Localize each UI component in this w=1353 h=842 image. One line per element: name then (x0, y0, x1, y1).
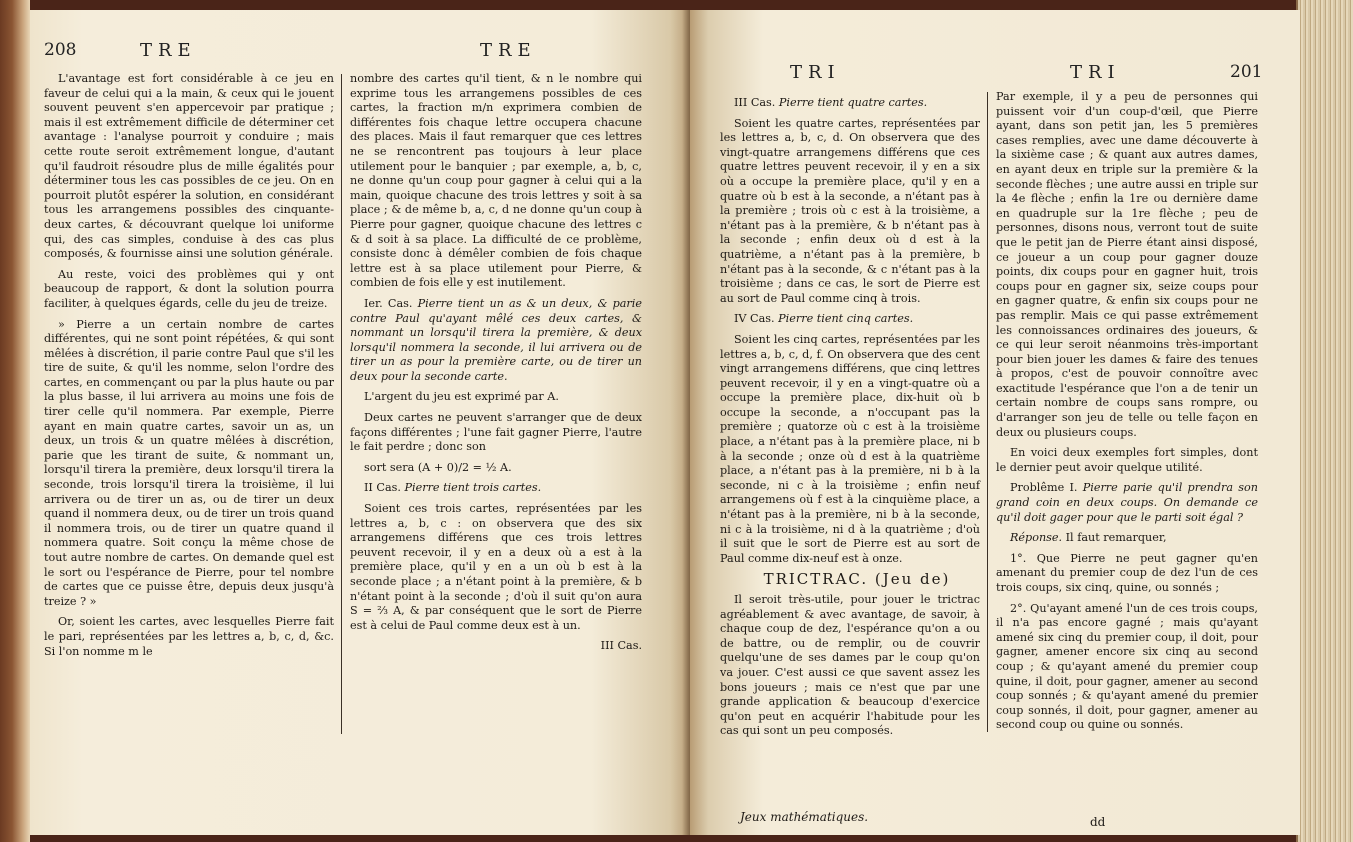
case-heading (350, 481, 642, 496)
case-heading (350, 297, 642, 385)
left-page (30, 10, 690, 835)
formula: sort sera (A + 0)/2 = ½ A. (364, 460, 512, 474)
left-column-1 (44, 72, 334, 665)
right-page (690, 10, 1300, 835)
answer-label: Réponse. (1010, 531, 1063, 545)
catchword: III Cas. (600, 639, 642, 653)
paragraph: Soient les cinq cartes, représentées par les lettres a, b, c, d, f. On observera que des cent vingt arrangemens différens, que cinq lettres peuvent recevoir, il y en a vingt-quatre où a occupe la première place, dix-huit où b occupe la seconde, a n'occupant pas la première ; quatorze où c est à la troisième place, a n'étant pas à la première place, ni b à la seconde ; onze où d est à la quatrième place, a n'étant pas à la première, ni b à la seconde, ni c à la troisième ; enfin neuf arrangemens où f est à la cinquième place, a n'étant pas à la première, ni b à la seconde, ni c à la troisième, ni d à la quatrième ; d'où il suit que le sort de Pierre est au sort de Paul comme dix-neuf est à onze. (720, 332, 980, 565)
column-rule (341, 74, 342, 734)
answer-text: Il faut remarquer, (1065, 531, 1167, 545)
signature-mark: dd (1090, 815, 1106, 829)
running-header: TRE (480, 40, 537, 61)
problem-text: Pierre parie qu'il prendra son grand coin en deux coups. On demande ce qu'il doit gager pour que le parti soit égal ? (996, 481, 1258, 524)
paragraph: Soient les quatre cartes, représentées par les lettres a, b, c, d. On observera que des vingt-quatre arrangemens différens que ces quatre lettres peuvent recevoir, il y en a six où a occupe la première place, qu'il y en a quatre où b est à la seconde, a n'étant pas à la première ; trois où c est à la troisième, a n'étant pas à la première, & b n'étant pas à la seconde ; enfin deux où d est à la quatrième, a n'étant pas à la première, b n'étant pas à la seconde, & c n'étant pas à la troisième ; dans ce cas, le sort de Pierre est au sort de Paul comme cinq à trois. (720, 116, 980, 305)
paragraph: 2°. Qu'ayant amené l'un de ces trois coups, il n'a pas encore gagné ; mais qu'ayant amené six cinq du premier coup, il doit, pour gagner, amener encore six cinq au second coup ; & qu'ayant amené du premier coup quine, il doit, pour gagner, amener au second coup sonnés ; & qu'ayant amené du premier coup sonnés, il doit, pour gagner, amener au second coup ou quine ou sonnés. (996, 601, 1258, 732)
case-heading (720, 312, 980, 327)
paragraph: 1°. Que Pierre ne peut gagner qu'en amenant du premier coup de dez l'un de ces trois coups, six cinq, quine, ou sonnés ; (996, 551, 1258, 594)
answer (996, 531, 1258, 546)
case-label: Ier. Cas. (364, 296, 413, 310)
running-header: TRE (140, 40, 197, 61)
case-label: II Cas. (364, 481, 401, 495)
section-heading: TRICTRAC. (Jeu de) (763, 570, 951, 589)
paragraph: L'argent du jeu est exprimé par A. (364, 390, 559, 404)
footer-title: Jeux mathématiques. (740, 810, 869, 824)
book-edge-left (0, 0, 30, 842)
paragraph: nombre des cartes qu'il tient, & n le nombre qui exprime tous les arrangemens possibles de ces cartes, la fraction m/n exprimera combien de différentes fois chaque lettre occupera chacune des places. Mais il faut remarquer que ces lettres ne se rencontrent pas toujours à leur place utilement pour le banquier ; par exemple, a, b, c, ne donne qu'un coup pour gagner à celui qui a la main, quoique chacune des trois lettres y soit à sa place ; & de même b, a, c, d ne donne qu'un coup à Pierre pour gagner, quoique chacune des lettres c & d soit à sa place. La difficulté de ce problème, consiste donc à démêler combien de fois chaque lettre est à sa place utilement pour Pierre, & combien de fois elle y est inutilement. (350, 72, 642, 290)
paragraph: Il seroit très-utile, pour jouer le trictrac agréablement & avec avantage, de savoir, à chaque coup de dez, l'espérance qu'on a ou de battre, ou de remplir, ou de couvrir quelqu'une de ses dames par le coup qu'on va jouer. C'est aussi ce que savent assez les bons joueurs ; mais ce n'est que par une grande application & beaucoup d'exercice qu'on peut en acquérir l'habitude pour les cas qui sont un peu composés. (720, 593, 980, 738)
running-header: TRI (1070, 62, 1121, 83)
paragraph: L'avantage est fort considérable à ce jeu en faveur de celui qui a la main, & ceux qui le jouent souvent peuvent s'en appercevoir par pratique ; mais il est extrêmement difficile de déterminer cet avantage : l'analyse pourroit y conduire ; mais cette route seroit extrêmement longue, d'autant qu'il faudroit résoudre plus de mille égalités pour déterminer tous les cas possibles de ce jeu. On en pourroit plutôt espérer la solution, en considérant tous les arrangemens possibles des cinquante-deux cartes, & découvrant quelque loi uniforme qui, des cas simples, conduise à des cas plus composés, & fournisse ainsi une solution générale. (44, 72, 334, 261)
page-number: 201 (1230, 62, 1263, 82)
right-column-1 (720, 90, 980, 745)
paragraph: Deux cartes ne peuvent s'arranger que de deux façons différentes ; l'une fait gagner Pierre, l'autre le fait perdre ; donc son (350, 411, 642, 454)
running-header: TRI (790, 62, 841, 83)
page-number: 208 (44, 40, 77, 60)
paragraph: Par exemple, il y a peu de personnes qui puissent voir d'un coup-d'œil, que Pierre ayant, dans son petit jan, les 5 premières cases remplies, avec une dame découverte à la sixième case ; & quant aux autres dames, en ayant deux en triple sur la première & la seconde flèches ; une autre aussi en triple sur la 4e flèche ; enfin la 1re ou dernière dame en quadruple sur la 1re flèche ; peu de personnes, disons nous, verront tout de suite que le petit jan de Pierre étant ainsi disposé, ce joueur a un coup pour gagner douze points, dix coups pour en gagner huit, trois coups pour en gagner six, seize coups pour en gagner quatre, & enfin six coups pour ne pas remplir. Mais ce qui passe extrêmement les connoissances ordinaires des joueurs, & ce qui leur seroit néanmoins très-important pour bien jouer les dames & faire des tenues à propos, c'est de pouvoir connoître avec exactitude l'espérance que l'on a de tenir un certain nombre de coups sans rompre, ou d'arranger son jeu de telle ou telle façon en deux ou plusieurs coups. (996, 90, 1258, 439)
case-title: Pierre tient trois cartes. (404, 481, 542, 495)
case-title: Pierre tient quatre cartes. (778, 96, 928, 109)
paragraph: Or, soient les cartes, avec lesquelles Pierre fait le pari, représentées par les lettres a, b, c, d, &c. Si l'on nomme m le (44, 615, 334, 658)
case-label: III Cas. (734, 96, 776, 109)
right-column-2 (996, 90, 1258, 739)
case-title: Pierre tient cinq cartes. (778, 312, 914, 326)
case-heading (720, 96, 980, 111)
problem-label: Problême I. (1010, 481, 1078, 495)
case-label: IV Cas. (734, 312, 775, 326)
paragraph: Au reste, voici des problèmes qui y ont beaucoup de rapport, & dont la solution pourra faciliter, à quelques égards, celle du jeu de treize. (44, 267, 334, 310)
column-rule (987, 92, 988, 732)
book-edge-right (1296, 0, 1353, 842)
left-column-2 (350, 72, 642, 660)
paragraph: En voici deux exemples fort simples, dont le dernier peut avoir quelque utilité. (996, 446, 1258, 474)
paragraph: Soient ces trois cartes, représentées par les lettres a, b, c : on observera que des six arrangemens différens que ces trois lettres peuvent recevoir, il y en a deux où a est à la première place, qu'il y en a un où b est à la seconde place ; a n'étant point à la première, & b n'étant point à la seconde ; d'où il suit qu'on aura S = ⅔ A, & par conséquent que le sort de Pierre est à celui de Paul comme deux est à un. (350, 502, 642, 632)
case-title: Pierre tient un as & un deux, & parie contre Paul qu'ayant mêlé ces deux cartes, & nommant un lorsqu'il tirera la première, & deux lorsqu'il nommera la seconde, il lui arrivera ou de tirer un as pour la première carte, ou de tirer un deux pour la seconde carte. (350, 296, 642, 383)
paragraph: » Pierre a un certain nombre de cartes différentes, qui ne sont point répétées, & qui sont mêlées à discrétion, il parie contre Paul que s'il les tire de suite, & qu'il les nomme, selon l'ordre des cartes, en commençant ou par la plus haute ou par la plus basse, il lui arrivera au moins une fois de tirer celle qu'il nommera. Par exemple, Pierre ayant en main quatre cartes, savoir un as, un deux, un trois & un quatre mêlées à discrétion, parie que les tirant de suite, & nommant un, lorsqu'il tirera la première, deux lorsqu'il tirera la seconde, trois lorsqu'il tirera la troisième, il lui arrivera ou de tirer un as, ou de tirer un deux quand il nommera deux, ou de tirer un trois quand il nommera trois, ou de tirer un quatre quand il nommera quatre. Soit conçu la même chose de tout autre nombre de cartes. On demande quel est le sort ou l'espérance de Pierre, pour tel nombre de cartes que ce puisse être, depuis deux jusqu'à treize ? » (44, 317, 334, 608)
problem-heading (996, 481, 1258, 525)
